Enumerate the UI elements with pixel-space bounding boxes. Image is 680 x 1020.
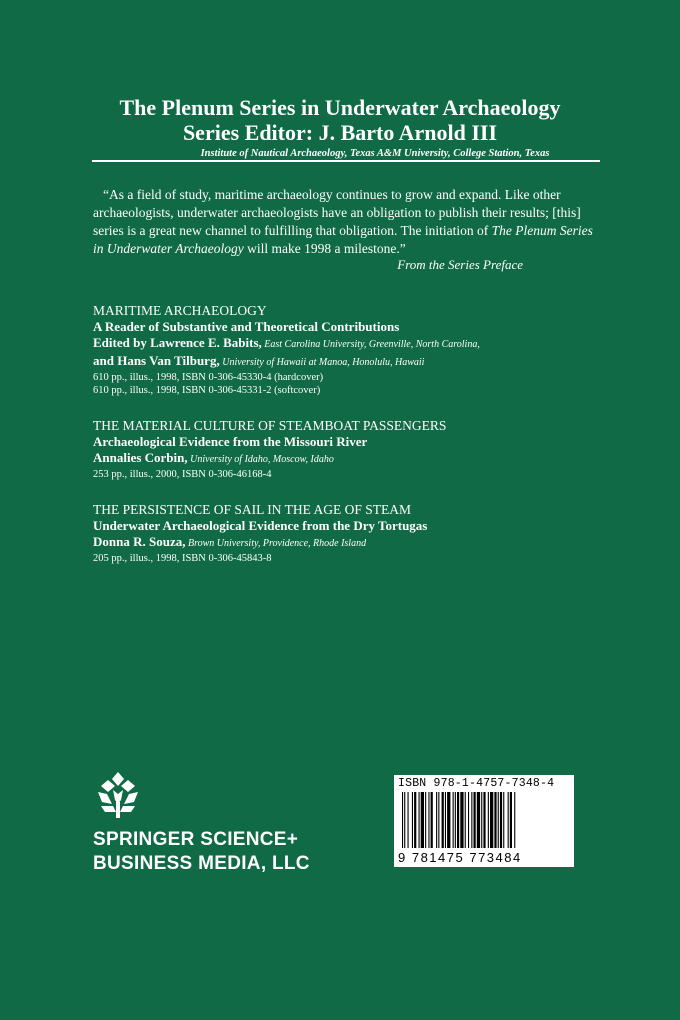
barcode-bar: [490, 792, 493, 848]
barcode-bar: [447, 792, 450, 848]
book-subtitle: Underwater Archaeological Evidence from the Dry Tortugas: [93, 518, 428, 533]
barcode-bar: [442, 792, 444, 848]
barcode-bar: [500, 792, 502, 848]
barcode-bar: [404, 792, 405, 848]
book-entry: [93, 418, 603, 481]
barcode-bar: [494, 792, 496, 848]
barcode-bar: [436, 792, 437, 848]
book-subtitle: Archaeological Evidence from the Missouri River: [93, 434, 368, 449]
author-affiliation: East Carolina University, Greenville, North Carolina,: [261, 339, 480, 350]
book-title: THE MATERIAL CULTURE OF STEAMBOAT PASSENGERS: [93, 418, 447, 433]
author-affiliation: University of Idaho, Moscow, Idaho: [187, 454, 334, 465]
quote-text-after: will make 1998 a milestone.”: [243, 241, 406, 256]
springer-tree-logo-icon: [93, 770, 143, 820]
series-header: [0, 95, 680, 159]
barcode-bar: [514, 792, 515, 848]
book-author: [93, 450, 603, 468]
barcode-bar: [477, 792, 480, 848]
editor-affiliation: Institute of Nautical Archaeology, Texas A&M University, College Station, Texas: [200, 148, 550, 159]
barcode-bar: [428, 792, 429, 848]
book-entry: [93, 502, 603, 565]
barcode-bar: [460, 792, 463, 848]
book-title: THE PERSISTENCE OF SAIL IN THE AGE OF STEAM: [93, 502, 412, 517]
series-quote: [93, 186, 597, 258]
book-author: [93, 353, 603, 371]
quote-source: From the Series Preface: [397, 257, 523, 272]
book-author: [93, 534, 603, 552]
quote-italic: The Plenum Series in Underwater Archaeology: [93, 223, 593, 256]
author-name: Annalies Corbin,: [93, 450, 188, 465]
barcode-bar: [425, 792, 426, 848]
barcode-bar: [471, 792, 472, 848]
publisher-name: [93, 828, 310, 876]
series-editor: Series Editor: J. Barto Arnold III: [182, 120, 498, 145]
barcode-bar: [414, 792, 416, 848]
barcode-bar: [421, 792, 424, 848]
barcode-bar: [431, 792, 433, 848]
author-name: Donna R. Souza,: [93, 534, 186, 549]
barcode-bar: [457, 792, 459, 848]
barcode-bar: [503, 792, 504, 848]
author-affiliation: University of Hawaii at Manoa, Honolulu, Hawaii: [219, 357, 425, 368]
book-title: MARITIME ARCHAEOLOGY: [93, 303, 267, 318]
publisher-line: BUSINESS MEDIA, LLC: [93, 853, 310, 874]
book-author: [93, 335, 603, 353]
book-entry: [93, 303, 603, 397]
barcode-bar: [488, 792, 489, 848]
barcode-bar: [402, 792, 403, 848]
barcode-bar: [481, 792, 482, 848]
author-name: Edited by Lawrence E. Babits,: [93, 335, 262, 350]
barcode-digits: 9 781475 773484: [398, 850, 522, 865]
barcode-bar: [483, 792, 485, 848]
quote-text-before: “As a field of study, maritime archaeology continues to grow and expand. Like other archaeologists, underwater archaeologists have an obligation to publish their results; [this] series is a great new channel to fulfilling that obligation. The initiation of: [93, 187, 581, 238]
barcode-bar: [408, 792, 409, 848]
author-name: and Hans Van Tilburg,: [93, 353, 220, 368]
header-divider: [92, 160, 600, 162]
book-subtitle: A Reader of Substantive and Theoretical Contributions: [93, 319, 400, 334]
barcode-bar: [419, 792, 420, 848]
barcode-bar: [453, 792, 454, 848]
publisher-line: SPRINGER SCIENCE+: [93, 829, 299, 850]
series-title: The Plenum Series in Underwater Archaeology: [119, 95, 561, 120]
barcode-bar: [474, 792, 476, 848]
barcode-bar: [438, 792, 439, 848]
barcode-bar: [508, 792, 509, 848]
author-affiliation: Brown University, Providence, Rhode Island: [185, 538, 367, 549]
barcode-bar: [445, 792, 446, 848]
book-details: 253 pp., illus., 2000, ISBN 0-306-46168-4: [93, 469, 272, 480]
barcode-bar: [498, 792, 499, 848]
book-details: 205 pp., illus., 1998, ISBN 0-306-45843-8: [93, 553, 272, 564]
barcode-bar: [412, 792, 413, 848]
isbn-label: ISBN 978-1-4757-7348-4: [398, 777, 555, 790]
barcode-bar: [455, 792, 456, 848]
barcode-bars: [400, 792, 568, 850]
barcode-bar: [465, 792, 466, 848]
book-details: 610 pp., illus., 1998, ISBN 0-306-45331-2 (softcover): [93, 385, 321, 396]
book-details: 610 pp., illus., 1998, ISBN 0-306-45330-4 (hardcover): [93, 372, 324, 383]
isbn-barcode: [394, 775, 574, 867]
barcode-bar: [468, 792, 469, 848]
barcode-bar: [510, 792, 512, 848]
